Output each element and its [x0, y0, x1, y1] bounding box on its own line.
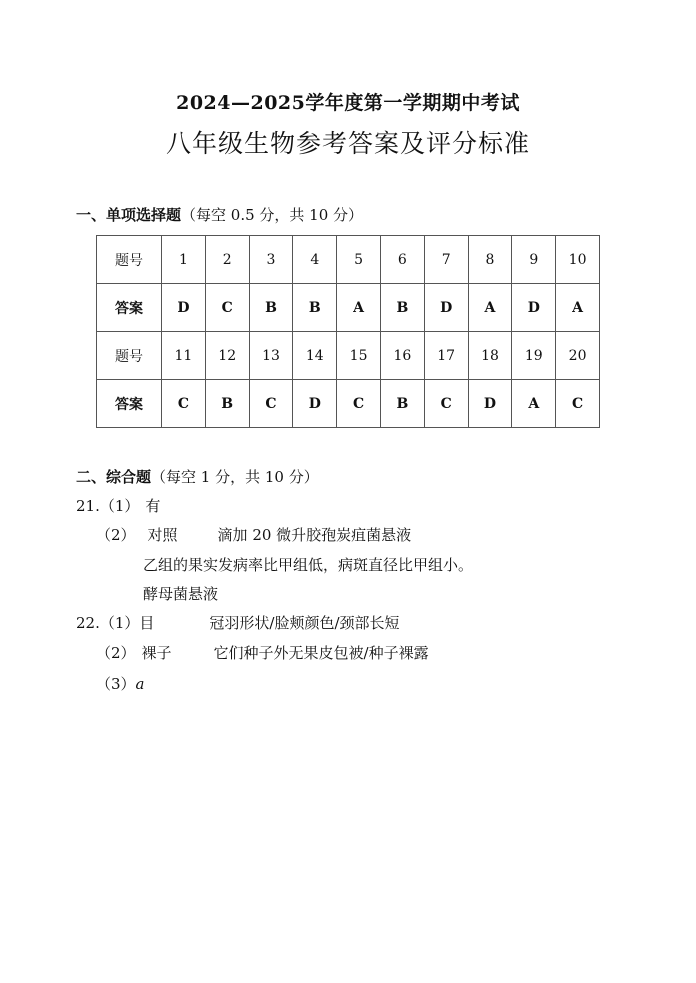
q22-p1-answer-b: 冠羽形状/脸颊颜色/颈部长短 — [209, 614, 400, 632]
answer-cell: C — [556, 380, 600, 428]
q21-p1-answer: 有 — [145, 497, 161, 515]
q22-p2-answer-b: 它们种子外无果皮包被/种子裸露 — [213, 644, 429, 662]
answer-cell: B — [380, 284, 424, 332]
section2-title: 二、综合题 — [76, 468, 152, 486]
question-number-cell: 12 — [205, 332, 249, 380]
question-number-cell: 20 — [556, 332, 600, 380]
q21-part2-line3 — [143, 583, 218, 604]
question-number-cell: 11 — [162, 332, 206, 380]
q21-p2-answer-b: 滴加 20 微升胶孢炭疽菌悬液 — [217, 526, 412, 544]
question-number-cell: 13 — [249, 332, 293, 380]
question-number-cell: 2 — [205, 236, 249, 284]
section1-title: 一、单项选择题 — [76, 206, 182, 224]
exam-title: 2024—2025学年度第一学期期中考试 — [176, 92, 520, 114]
answer-row — [97, 380, 600, 428]
question-number-cell: 3 — [249, 236, 293, 284]
question-number-cell: 6 — [380, 236, 424, 284]
section1-heading — [76, 204, 363, 225]
answer-cell: B — [249, 284, 293, 332]
q22-part1 — [76, 612, 400, 633]
answer-table-body — [97, 236, 600, 428]
row-label-question: 题号 — [97, 332, 162, 380]
section1-note: （每空 0.5 分，共 10 分） — [181, 206, 364, 224]
section2-note: （每空 1 分，共 10 分） — [151, 468, 319, 486]
question-number-cell: 18 — [468, 332, 512, 380]
q21-p2-answer-a: 对照 — [147, 526, 178, 544]
answer-row — [97, 284, 600, 332]
answer-cell: A — [337, 284, 381, 332]
question-number-row — [97, 236, 600, 284]
answer-cell: C — [205, 284, 249, 332]
q21-part1 — [76, 495, 160, 516]
question-number-cell: 16 — [380, 332, 424, 380]
q22-p2-answer-a: 裸子 — [141, 644, 172, 662]
row-label-question: 题号 — [97, 236, 162, 284]
question-number-cell: 5 — [337, 236, 381, 284]
section2-heading — [76, 466, 319, 487]
answer-cell: A — [512, 380, 556, 428]
q22-p1-answer-a: 目 — [139, 614, 155, 632]
answer-cell: A — [468, 284, 512, 332]
row-label-answer: 答案 — [97, 284, 162, 332]
q21-part2-line2 — [143, 554, 473, 575]
q22-p2-mark: （2） — [96, 644, 136, 662]
question-number-cell: 1 — [162, 236, 206, 284]
question-number-cell: 4 — [293, 236, 337, 284]
q21-p2-mark: （2） — [96, 526, 136, 544]
answer-cell: D — [293, 380, 337, 428]
q21-p2-answer-c: 乙组的果实发病率比甲组低，病斑直径比甲组小。 — [143, 556, 474, 574]
question-number-cell: 8 — [468, 236, 512, 284]
q22-part2 — [96, 642, 429, 663]
question-number-cell: 9 — [512, 236, 556, 284]
answer-table — [96, 235, 600, 428]
q22-part3 — [96, 673, 145, 694]
question-number-cell: 15 — [337, 332, 381, 380]
answer-cell: C — [337, 380, 381, 428]
answer-cell: D — [512, 284, 556, 332]
q22-p3-mark: （3） — [96, 675, 136, 693]
q21-p1-mark: （1） — [99, 497, 140, 515]
document-title: 八年级生物参考答案及评分标准 — [165, 129, 530, 158]
question-number-cell: 14 — [293, 332, 337, 380]
answer-cell: B — [293, 284, 337, 332]
answer-cell: B — [380, 380, 424, 428]
q21-part2 — [96, 524, 411, 545]
question-number-cell: 17 — [424, 332, 468, 380]
answer-cell: B — [205, 380, 249, 428]
row-label-answer: 答案 — [97, 380, 162, 428]
answer-cell: C — [424, 380, 468, 428]
answer-cell: C — [162, 380, 206, 428]
question-number-cell: 7 — [424, 236, 468, 284]
q21-p2-answer-d: 酵母菌悬液 — [143, 585, 219, 603]
answer-cell: D — [424, 284, 468, 332]
q21-number: 21. — [76, 497, 100, 515]
q22-p3-answer: a — [135, 675, 145, 693]
q22-p1-mark: （1） — [99, 614, 140, 632]
answer-cell: D — [468, 380, 512, 428]
question-number-cell: 10 — [556, 236, 600, 284]
question-number-row — [97, 332, 600, 380]
answer-cell: D — [162, 284, 206, 332]
question-number-cell: 19 — [512, 332, 556, 380]
answer-cell: C — [249, 380, 293, 428]
answer-cell: A — [556, 284, 600, 332]
q22-number: 22. — [76, 614, 100, 632]
